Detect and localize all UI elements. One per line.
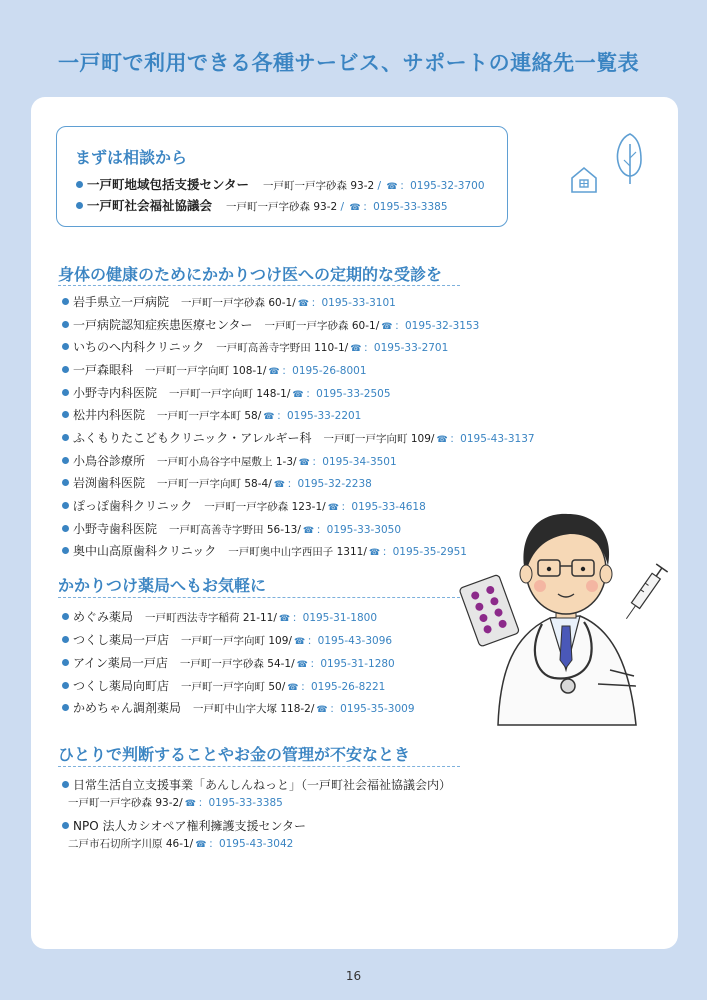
facility-contact [68, 795, 283, 810]
list-item [62, 631, 392, 648]
list-item [62, 384, 391, 401]
phone-icon: ☎ [349, 203, 361, 213]
facility-address: 一戸町一戸字向町 109 [323, 433, 431, 445]
phone-icon: ☎ [263, 412, 275, 422]
page-title: 一戸町で利用できる各種サービス、サポートの連絡先一覧表 [58, 51, 640, 75]
facility-tel[interactable]: / ☎ ：0195-33-3385 [179, 797, 283, 809]
phone-icon: ☎ [278, 614, 291, 624]
facility-address: 一戸町一戸字本町 58 [157, 410, 258, 422]
facility-tel[interactable]: / ☎ ：0195-35-3009 [310, 703, 415, 715]
bullet-icon [62, 781, 69, 788]
phone-icon: ☎ [350, 344, 362, 354]
bullet-icon [62, 525, 69, 532]
facility-name: つくし薬局一戸店 [73, 633, 170, 647]
facility-tel[interactable]: / ☎ ：0195-32-2238 [268, 478, 372, 490]
facility-address: 一戸町一戸字砂森 93-2 [68, 797, 180, 809]
section-title-pharmacies: かかりつけ薬局へもお気軽に [58, 576, 267, 595]
facility-name: 奥中山高原歯科クリニック [73, 544, 217, 558]
bullet-icon [76, 181, 83, 188]
facility-tel[interactable]: / ☎ ：0195-43-3042 [189, 838, 294, 850]
facility-name: 一戸森眼科 [73, 363, 134, 377]
phone-icon: ☎ [287, 683, 299, 693]
bullet-icon [76, 202, 83, 209]
facility-tel[interactable]: / ☎ ：0195-33-2201 [257, 410, 362, 422]
list-item [62, 520, 401, 537]
phone-icon: ☎ [302, 526, 315, 536]
facility-name: 岩渕歯科医院 [73, 476, 146, 490]
facility-name: 一戸町地域包括支援センター [87, 177, 250, 192]
bullet-icon [62, 682, 69, 689]
bullet-icon [62, 298, 69, 305]
facility-tel[interactable]: / ☎ ：0195-32-3700 [374, 180, 485, 192]
consult-title: まずは相談から [75, 148, 188, 167]
facility-address: 一戸町一戸字砂森 123-1 [204, 501, 323, 513]
list-item [62, 699, 415, 716]
phone-icon: ☎ [273, 480, 285, 490]
facility-address: 一戸町一戸字向町 108-1 [145, 365, 263, 377]
list-item [62, 316, 479, 333]
doctor-illustration [458, 500, 668, 730]
list-item [62, 542, 467, 559]
list-item [76, 196, 448, 214]
facility-tel[interactable]: / ☎ ：0195-33-3101 [292, 297, 396, 309]
facility-tel[interactable]: / ☎ ：0195-35-2951 [363, 546, 467, 558]
facility-address: 一戸町一戸字砂森 60-1 [264, 320, 376, 332]
facility-name: 一戸病院認知症疾患医療センター [73, 318, 253, 332]
bullet-icon [62, 389, 69, 396]
phone-icon: ☎ [195, 840, 207, 850]
facility-contact [68, 836, 293, 851]
bullet-icon [62, 343, 69, 350]
facility-address: 一戸町一戸字向町 58-4 [157, 478, 269, 490]
facility-tel[interactable]: / ☎ ：0195-31-1800 [273, 612, 378, 624]
facility-tel[interactable]: / ☎ ：0195-33-2505 [286, 388, 391, 400]
bullet-icon [62, 321, 69, 328]
section-divider [58, 766, 460, 767]
phone-icon: ☎ [327, 503, 339, 513]
facility-name: 小野寺内科医院 [73, 386, 158, 400]
list-item [62, 776, 463, 793]
list-item [62, 429, 535, 446]
bullet-icon [62, 704, 69, 711]
facility-address: 一戸町一戸字向町 109 [181, 635, 289, 647]
phone-icon: ☎ [297, 299, 309, 309]
list-item [62, 452, 397, 469]
page-number: 16 [345, 969, 362, 983]
phone-icon: ☎ [293, 637, 306, 647]
facility-address: 一戸町中山字大塚 118-2 [193, 703, 311, 715]
bullet-icon [62, 502, 69, 509]
facility-name: ぽっぽ歯科クリニック [73, 499, 193, 513]
bullet-icon [62, 479, 69, 486]
list-item [62, 677, 385, 694]
section-title-support: ひとりで判断することやお金の管理が不安なとき [58, 745, 411, 764]
facility-name: アイン薬局一戸店 [73, 656, 168, 670]
list-item [62, 474, 372, 491]
facility-name: つくし薬局向町店 [73, 679, 170, 693]
phone-icon: ☎ [316, 705, 328, 715]
facility-address: 一戸町一戸字砂森 93-2 [263, 180, 375, 192]
house-tree-illustration [560, 130, 640, 210]
facility-name: 松井内科医院 [73, 408, 146, 422]
facility-address: 一戸町一戸字向町 148-1 [169, 388, 287, 400]
list-item [62, 406, 361, 423]
facility-address: 一戸町奥中山字西田子 1311 [228, 546, 364, 558]
facility-name: 一戸町社会福祉協議会 [87, 198, 213, 213]
facility-name: かめちゃん調剤薬局 [73, 701, 182, 715]
list-item [62, 817, 318, 834]
facility-name: 小鳥谷診療所 [73, 454, 146, 468]
facility-tel[interactable]: / ☎ ：0195-43-3096 [288, 635, 393, 647]
bullet-icon [62, 547, 69, 554]
facility-tel[interactable]: / ☎ ：0195-26-8221 [281, 681, 386, 693]
facility-address: 一戸町一戸字向町 50 [181, 681, 282, 693]
facility-address: 一戸町西法寺字稲荷 21-11 [145, 612, 274, 624]
facility-tel[interactable]: / ☎ ：0195-32-3153 [375, 320, 480, 332]
bullet-icon [62, 636, 69, 643]
facility-tel[interactable]: / ☎ ：0195-33-2701 [344, 342, 449, 354]
facility-name: 岩手県立一戸病院 [73, 295, 170, 309]
list-item [76, 175, 485, 193]
bullet-icon [62, 411, 69, 418]
facility-tel[interactable]: / ☎ ：0195-33-3050 [297, 524, 402, 536]
phone-icon: ☎ [381, 322, 393, 332]
phone-icon: ☎ [184, 799, 196, 809]
bullet-icon [62, 366, 69, 373]
facility-tel[interactable]: / ☎ ：0195-31-1280 [291, 658, 395, 670]
facility-tel[interactable]: / ☎ ：0195-34-3501 [293, 456, 397, 468]
facility-tel[interactable]: / ☎ ：0195-33-4618 [322, 501, 426, 513]
bullet-icon [62, 434, 69, 441]
phone-icon: ☎ [368, 548, 381, 558]
phone-icon: ☎ [436, 435, 448, 445]
bullet-icon [62, 822, 69, 829]
list-item [62, 361, 367, 378]
facility-address: 一戸町高善寺字野田 110-1 [216, 342, 345, 354]
phone-icon: ☎ [268, 367, 280, 377]
facility-address: 一戸町一戸字砂森 60-1 [181, 297, 293, 309]
facility-name: めぐみ薬局 [73, 610, 134, 624]
facility-address: 一戸町一戸字砂森 54-1 [179, 658, 292, 670]
list-item [62, 608, 377, 625]
facility-tel[interactable]: / ☎ ：0195-33-3385 [337, 201, 448, 213]
list-item [62, 497, 426, 514]
phone-icon: ☎ [296, 660, 308, 670]
facility-name: NPO 法人カシオペア権利擁護支援センター [73, 819, 306, 833]
facility-address: 一戸町高善寺字野田 56-13 [169, 524, 298, 536]
facility-name: 日常生活自立支援事業「あんしんねっと」（一戸町社会福祉協議会内） [73, 778, 452, 792]
facility-name: ふくもりたこどもクリニック・アレルギー科 [73, 431, 312, 445]
facility-tel[interactable]: / ☎ ：0195-43-3137 [430, 433, 535, 445]
facility-name: いちのへ内科クリニック [73, 340, 205, 354]
section-divider [58, 285, 460, 286]
list-item [62, 293, 396, 310]
facility-address: 二戸市石切所字川原 46-1 [68, 838, 190, 850]
bullet-icon [62, 613, 69, 620]
facility-address: 一戸町一戸字砂森 93-2 [226, 201, 338, 213]
facility-name: 小野寺歯科医院 [73, 522, 158, 536]
section-divider [58, 597, 460, 598]
phone-icon: ☎ [292, 390, 304, 400]
bullet-icon [62, 659, 69, 666]
facility-tel[interactable]: / ☎ ：0195-26-8001 [262, 365, 367, 377]
list-item [62, 654, 395, 671]
list-item [62, 338, 448, 355]
phone-icon: ☎ [386, 182, 398, 192]
bullet-icon [62, 457, 69, 464]
facility-address: 一戸町小鳥谷字中屋敷上 1-3 [157, 456, 294, 468]
section-title-clinics: 身体の健康のためにかかりつけ医への定期的な受診を [58, 265, 443, 284]
phone-icon: ☎ [298, 458, 310, 468]
